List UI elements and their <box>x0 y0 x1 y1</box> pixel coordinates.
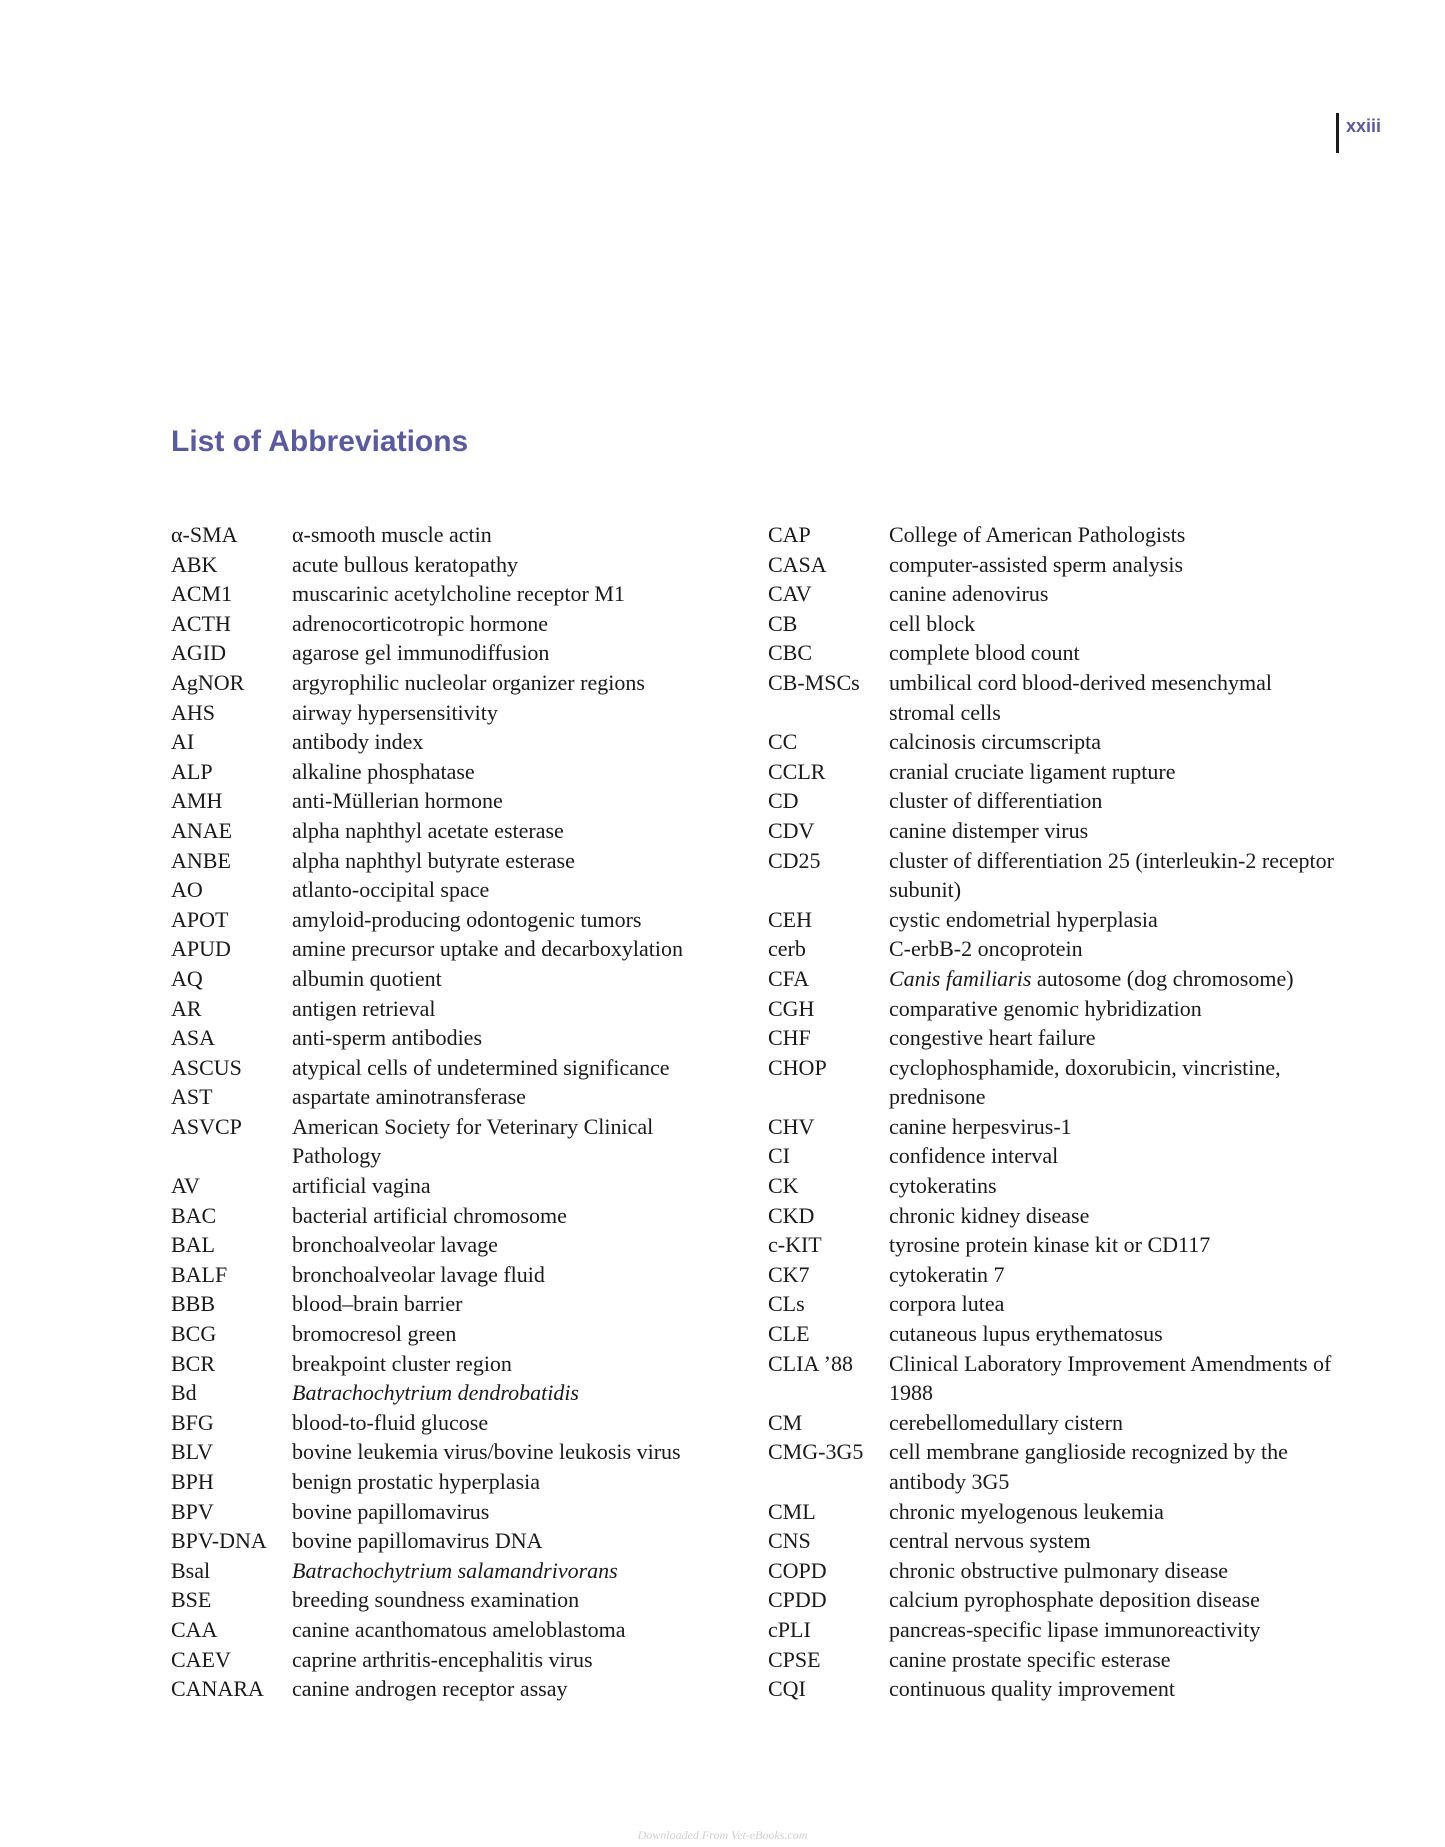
abbreviation-entry <box>171 550 731 580</box>
abbreviation-entry <box>171 1437 731 1467</box>
abbreviation-definition: cranial cruciate ligament rupture <box>889 758 1176 784</box>
abbreviation-term: CAV <box>768 581 812 607</box>
abbreviation-entry <box>768 550 1338 580</box>
abbreviation-definition: blood–brain barrier <box>292 1291 463 1317</box>
abbreviation-term: AMH <box>171 788 223 814</box>
definition-italic-part: Canis familiaris <box>889 965 1032 991</box>
abbreviation-entry <box>171 1615 731 1645</box>
abbreviation-entry <box>768 1171 1338 1201</box>
abbreviation-term: CBC <box>768 640 813 666</box>
abbreviation-term: CAP <box>768 522 811 547</box>
abbreviation-definition: tyrosine protein kinase kit or CD117 <box>889 1232 1211 1258</box>
abbreviation-entry <box>171 1408 731 1438</box>
abbreviation-definition: chronic kidney disease <box>889 1202 1090 1228</box>
abbreviation-definition: bronchoalveolar lavage fluid <box>292 1261 545 1287</box>
abbreviation-definition: α-smooth muscle actin <box>292 522 492 547</box>
abbreviation-entry <box>171 816 731 846</box>
abbreviation-entry <box>171 668 731 698</box>
abbreviation-term: BAL <box>171 1232 215 1258</box>
abbreviation-entry <box>171 1674 731 1704</box>
abbreviation-term: Bsal <box>171 1557 211 1583</box>
abbreviation-entry <box>768 1112 1338 1142</box>
abbreviation-entry <box>768 1201 1338 1231</box>
abbreviation-definition: caprine arthritis-encephalitis virus <box>292 1646 593 1672</box>
abbreviation-term: cerb <box>768 936 806 962</box>
abbreviation-term: CQI <box>768 1676 806 1702</box>
abbreviation-term: AO <box>171 877 203 903</box>
abbreviation-entry <box>768 846 1338 905</box>
abbreviation-entry <box>768 964 1338 994</box>
abbreviation-definition: canine adenovirus <box>889 581 1049 607</box>
abbreviation-term: ANBE <box>171 847 231 873</box>
abbreviation-term: APUD <box>171 936 231 962</box>
abbreviation-entry <box>171 1497 731 1527</box>
abbreviation-definition: cell block <box>889 610 976 636</box>
abbreviation-entry <box>171 1230 731 1260</box>
abbreviation-definition: amine precursor uptake and decarboxylation <box>292 936 683 962</box>
abbreviation-term: CD25 <box>768 847 821 873</box>
abbreviation-entry <box>768 786 1338 816</box>
abbreviation-term: CPSE <box>768 1646 821 1672</box>
abbreviation-definition: chronic obstructive pulmonary disease <box>889 1557 1229 1583</box>
abbreviation-definition: congestive heart failure <box>889 1025 1096 1051</box>
abbreviation-entry <box>768 668 1338 727</box>
abbreviation-definition: canine acanthomatous ameloblastoma <box>292 1616 626 1642</box>
abbreviation-entry <box>768 816 1338 846</box>
abbreviation-definition: acute bullous keratopathy <box>292 551 519 577</box>
abbreviation-definition: bovine leukemia virus/bovine leukosis virus <box>292 1439 681 1465</box>
abbreviation-entry <box>171 1260 731 1290</box>
abbreviation-entry <box>768 520 1338 550</box>
abbreviation-entry <box>768 1645 1338 1675</box>
abbreviation-definition: muscarinic acetylcholine receptor M1 <box>292 581 625 607</box>
abbreviation-definition: cystic endometrial hyperplasia <box>889 906 1158 932</box>
abbreviation-entry <box>768 1023 1338 1053</box>
abbreviation-entry <box>768 1319 1338 1349</box>
abbreviation-entry <box>768 934 1338 964</box>
abbreviation-term: AHS <box>171 699 216 725</box>
abbreviation-definition: Batrachochytrium salamandrivorans <box>292 1557 618 1583</box>
abbreviation-definition: Clinical Laboratory Improvement Amendments of 1988 <box>889 1350 1332 1406</box>
abbreviation-term: CKD <box>768 1202 815 1228</box>
abbreviation-term: CML <box>768 1498 816 1524</box>
abbreviation-entry <box>171 1585 731 1615</box>
abbreviation-definition: bacterial artificial chromosome <box>292 1202 567 1228</box>
abbreviation-term: CHF <box>768 1025 811 1051</box>
abbreviation-entry <box>768 1141 1338 1171</box>
abbreviation-term: CLE <box>768 1321 810 1347</box>
abbreviation-entry <box>768 579 1338 609</box>
abbreviation-entry <box>171 1112 731 1171</box>
abbreviation-definition: cell membrane ganglioside recognized by the antibody 3G5 <box>889 1439 1288 1494</box>
abbreviation-term: BAC <box>171 1202 217 1228</box>
abbreviation-entry <box>768 1230 1338 1260</box>
abbreviation-entry <box>768 1289 1338 1319</box>
abbreviation-term: CAEV <box>171 1646 231 1672</box>
abbreviation-entry <box>171 1171 731 1201</box>
abbreviation-entry <box>171 1289 731 1319</box>
abbreviation-entry <box>171 994 731 1024</box>
abbreviation-entry <box>768 1349 1338 1408</box>
abbreviation-term: ACM1 <box>171 581 233 607</box>
abbreviation-definition: breakpoint cluster region <box>292 1350 512 1376</box>
abbreviation-term: CNS <box>768 1528 811 1554</box>
abbreviation-entry <box>171 934 731 964</box>
abbreviation-term: BCR <box>171 1350 216 1376</box>
abbreviation-entry <box>171 1526 731 1556</box>
abbreviation-entry <box>171 1319 731 1349</box>
abbreviation-definition <box>889 964 1338 994</box>
abbreviation-term: ALP <box>171 758 213 784</box>
abbreviation-definition: bromocresol green <box>292 1321 457 1347</box>
abbreviation-column-right <box>768 520 1338 1704</box>
abbreviation-definition: bronchoalveolar lavage <box>292 1232 498 1258</box>
abbreviation-definition: confidence interval <box>889 1143 1059 1169</box>
abbreviation-definition: cluster of differentiation <box>889 788 1103 814</box>
abbreviation-entry <box>171 1082 731 1112</box>
abbreviation-term: CEH <box>768 906 812 932</box>
abbreviation-definition: continuous quality improvement <box>889 1676 1175 1702</box>
abbreviation-entry <box>171 1023 731 1053</box>
abbreviation-column-left <box>171 520 731 1704</box>
abbreviation-entry <box>171 1201 731 1231</box>
definition-rest: autosome (dog chromosome) <box>1031 965 1294 991</box>
page-title: List of Abbreviations <box>171 425 469 458</box>
abbreviation-definition: blood-to-fluid glucose <box>292 1409 489 1435</box>
abbreviation-definition: antigen retrieval <box>292 995 436 1021</box>
abbreviation-entry <box>171 579 731 609</box>
abbreviation-term: CCLR <box>768 758 826 784</box>
abbreviation-definition: comparative genomic hybridization <box>889 995 1202 1021</box>
abbreviation-definition: antibody index <box>292 729 424 755</box>
page-number-rule <box>1336 113 1339 153</box>
abbreviation-definition: cytokeratins <box>889 1173 997 1199</box>
abbreviation-term: CB-MSCs <box>768 669 860 695</box>
abbreviation-entry <box>171 964 731 994</box>
abbreviation-entry <box>768 609 1338 639</box>
abbreviation-term: ABK <box>171 551 218 577</box>
abbreviation-term: AV <box>171 1173 200 1199</box>
abbreviation-term: BCG <box>171 1321 217 1347</box>
abbreviation-term: CHOP <box>768 1054 827 1080</box>
abbreviation-term: Bd <box>171 1380 197 1406</box>
abbreviation-term: CASA <box>768 551 827 577</box>
abbreviation-term: CK7 <box>768 1261 810 1287</box>
abbreviation-definition: aspartate aminotransferase <box>292 1084 526 1110</box>
abbreviation-definition: American Society for Veterinary Clinical Pathology <box>292 1113 654 1169</box>
abbreviation-entry <box>768 757 1338 787</box>
abbreviation-definition: alkaline phosphatase <box>292 758 475 784</box>
abbreviation-entry <box>768 1408 1338 1438</box>
abbreviation-definition: agarose gel immunodiffusion <box>292 640 550 666</box>
abbreviation-entry <box>171 905 731 935</box>
abbreviation-definition: College of American Pathologists <box>889 522 1186 547</box>
abbreviation-term: BLV <box>171 1439 213 1465</box>
abbreviation-term: BPV <box>171 1498 214 1524</box>
abbreviation-term: CM <box>768 1409 803 1435</box>
abbreviation-definition: Batrachochytrium dendrobatidis <box>292 1380 579 1406</box>
footer-watermark: Downloaded From Vet-eBooks.com <box>637 1828 808 1842</box>
abbreviation-term: BBB <box>171 1291 216 1317</box>
abbreviation-term: CHV <box>768 1113 815 1139</box>
abbreviation-definition: cytokeratin 7 <box>889 1261 1005 1287</box>
abbreviation-entry <box>768 1615 1338 1645</box>
abbreviation-term: ASCUS <box>171 1054 242 1080</box>
abbreviation-term: BFG <box>171 1409 214 1435</box>
abbreviation-definition: anti-Müllerian hormone <box>292 788 503 814</box>
abbreviation-entry <box>768 638 1338 668</box>
abbreviation-definition: atlanto-occipital space <box>292 877 490 903</box>
abbreviation-entry <box>171 1378 731 1408</box>
abbreviation-term: BALF <box>171 1261 228 1287</box>
abbreviation-definition: adrenocorticotropic hormone <box>292 610 548 636</box>
abbreviation-entry <box>768 1526 1338 1556</box>
abbreviation-term: CI <box>768 1143 790 1169</box>
abbreviation-term: CB <box>768 610 798 636</box>
abbreviation-entry <box>768 1260 1338 1290</box>
abbreviation-definition: cluster of differentiation 25 (interleukin-2 receptor subunit) <box>889 847 1334 903</box>
abbreviation-definition: chronic myelogenous leukemia <box>889 1498 1164 1524</box>
abbreviation-entry <box>171 757 731 787</box>
abbreviation-definition: cutaneous lupus erythematosus <box>889 1321 1163 1347</box>
abbreviation-term: AgNOR <box>171 669 245 695</box>
abbreviation-entry <box>768 1556 1338 1586</box>
abbreviation-definition: airway hypersensitivity <box>292 699 498 725</box>
abbreviation-term: ACTH <box>171 610 231 636</box>
abbreviation-definition: canine prostate specific esterase <box>889 1646 1171 1672</box>
abbreviation-term: c-KIT <box>768 1232 822 1258</box>
abbreviation-term: CPDD <box>768 1587 827 1613</box>
abbreviation-definition: anti-sperm antibodies <box>292 1025 483 1051</box>
abbreviation-term: AST <box>171 1084 213 1110</box>
abbreviation-definition: corpora lutea <box>889 1291 1005 1317</box>
abbreviation-entry <box>768 1053 1338 1112</box>
abbreviation-definition: central nervous system <box>889 1528 1091 1554</box>
abbreviation-entry <box>768 905 1338 935</box>
abbreviation-definition: cerebellomedullary cistern <box>889 1409 1123 1435</box>
abbreviation-term: α-SMA <box>171 522 238 547</box>
abbreviation-term: CK <box>768 1173 799 1199</box>
abbreviation-entry <box>768 727 1338 757</box>
abbreviation-term: ASVCP <box>171 1113 242 1139</box>
abbreviation-definition: C-erbB-2 oncoprotein <box>889 936 1083 962</box>
abbreviation-term: CGH <box>768 995 815 1021</box>
abbreviation-term: BSE <box>171 1587 212 1613</box>
abbreviation-entry <box>768 1437 1338 1496</box>
abbreviation-definition: calcinosis circumscripta <box>889 729 1101 755</box>
abbreviation-term: AGID <box>171 640 226 666</box>
abbreviation-term: ASA <box>171 1025 216 1051</box>
abbreviation-entry <box>171 609 731 639</box>
abbreviation-definition: argyrophilic nucleolar organizer regions <box>292 669 645 695</box>
abbreviation-definition: benign prostatic hyperplasia <box>292 1469 541 1494</box>
abbreviation-definition: atypical cells of undetermined significance <box>292 1054 670 1080</box>
abbreviation-entry <box>171 786 731 816</box>
abbreviation-entry <box>768 1497 1338 1527</box>
abbreviation-definition: umbilical cord blood-derived mesenchymal stromal cells <box>889 669 1273 725</box>
abbreviation-definition: alpha naphthyl butyrate esterase <box>292 847 575 873</box>
abbreviation-term: AQ <box>171 965 203 991</box>
abbreviation-term: CLIA ’88 <box>768 1350 853 1376</box>
abbreviation-entry <box>171 638 731 668</box>
abbreviation-definition: albumin quotient <box>292 965 442 991</box>
abbreviation-definition: complete blood count <box>889 640 1080 666</box>
abbreviation-entry <box>768 994 1338 1024</box>
abbreviation-definition: breeding soundness examination <box>292 1587 580 1613</box>
abbreviation-entry <box>768 1585 1338 1615</box>
abbreviation-term: AR <box>171 995 202 1021</box>
abbreviation-definition: canine herpesvirus-1 <box>889 1113 1072 1139</box>
abbreviation-definition: canine distemper virus <box>889 817 1089 843</box>
abbreviation-definition: amyloid-producing odontogenic tumors <box>292 906 642 932</box>
abbreviation-entry <box>171 1556 731 1586</box>
abbreviation-term: CFA <box>768 965 810 991</box>
abbreviation-definition: calcium pyrophosphate deposition disease <box>889 1587 1260 1613</box>
abbreviation-term: BPV-DNA <box>171 1528 267 1554</box>
abbreviation-term: CMG-3G5 <box>768 1439 864 1465</box>
abbreviation-entry <box>768 1674 1338 1704</box>
abbreviation-definition: cyclophosphamide, doxorubicin, vincristine, prednisone <box>889 1054 1281 1110</box>
abbreviation-entry <box>171 698 731 728</box>
page-number: xxiii <box>1346 116 1382 136</box>
abbreviation-entry <box>171 727 731 757</box>
abbreviation-term: CD <box>768 788 799 814</box>
abbreviation-term: ANAE <box>171 817 233 843</box>
abbreviation-term: AI <box>171 729 195 755</box>
abbreviation-definition: pancreas-specific lipase immunoreactivity <box>889 1616 1261 1642</box>
abbreviation-entry <box>171 875 731 905</box>
abbreviation-term: CANARA <box>171 1676 264 1702</box>
abbreviation-term: COPD <box>768 1557 827 1583</box>
abbreviation-entry <box>171 846 731 876</box>
abbreviation-term: BPH <box>171 1469 214 1494</box>
abbreviation-entry <box>171 1349 731 1379</box>
abbreviation-entry <box>171 1467 731 1497</box>
abbreviation-term: CC <box>768 729 798 755</box>
abbreviation-definition: canine androgen receptor assay <box>292 1676 568 1702</box>
abbreviation-entry <box>171 1645 731 1675</box>
abbreviation-definition: bovine papillomavirus DNA <box>292 1528 543 1554</box>
abbreviation-term: APOT <box>171 906 229 932</box>
abbreviation-definition: alpha naphthyl acetate esterase <box>292 817 564 843</box>
abbreviation-term: cPLI <box>768 1616 811 1642</box>
abbreviation-definition: computer-assisted sperm analysis <box>889 551 1184 577</box>
abbreviation-term: CLs <box>768 1291 805 1317</box>
abbreviation-entry <box>171 520 731 550</box>
abbreviation-definition: bovine papillomavirus <box>292 1498 490 1524</box>
abbreviation-term: CAA <box>171 1616 218 1642</box>
abbreviation-entry <box>171 1053 731 1083</box>
abbreviation-term: CDV <box>768 817 815 843</box>
abbreviation-definition: artificial vagina <box>292 1173 431 1199</box>
